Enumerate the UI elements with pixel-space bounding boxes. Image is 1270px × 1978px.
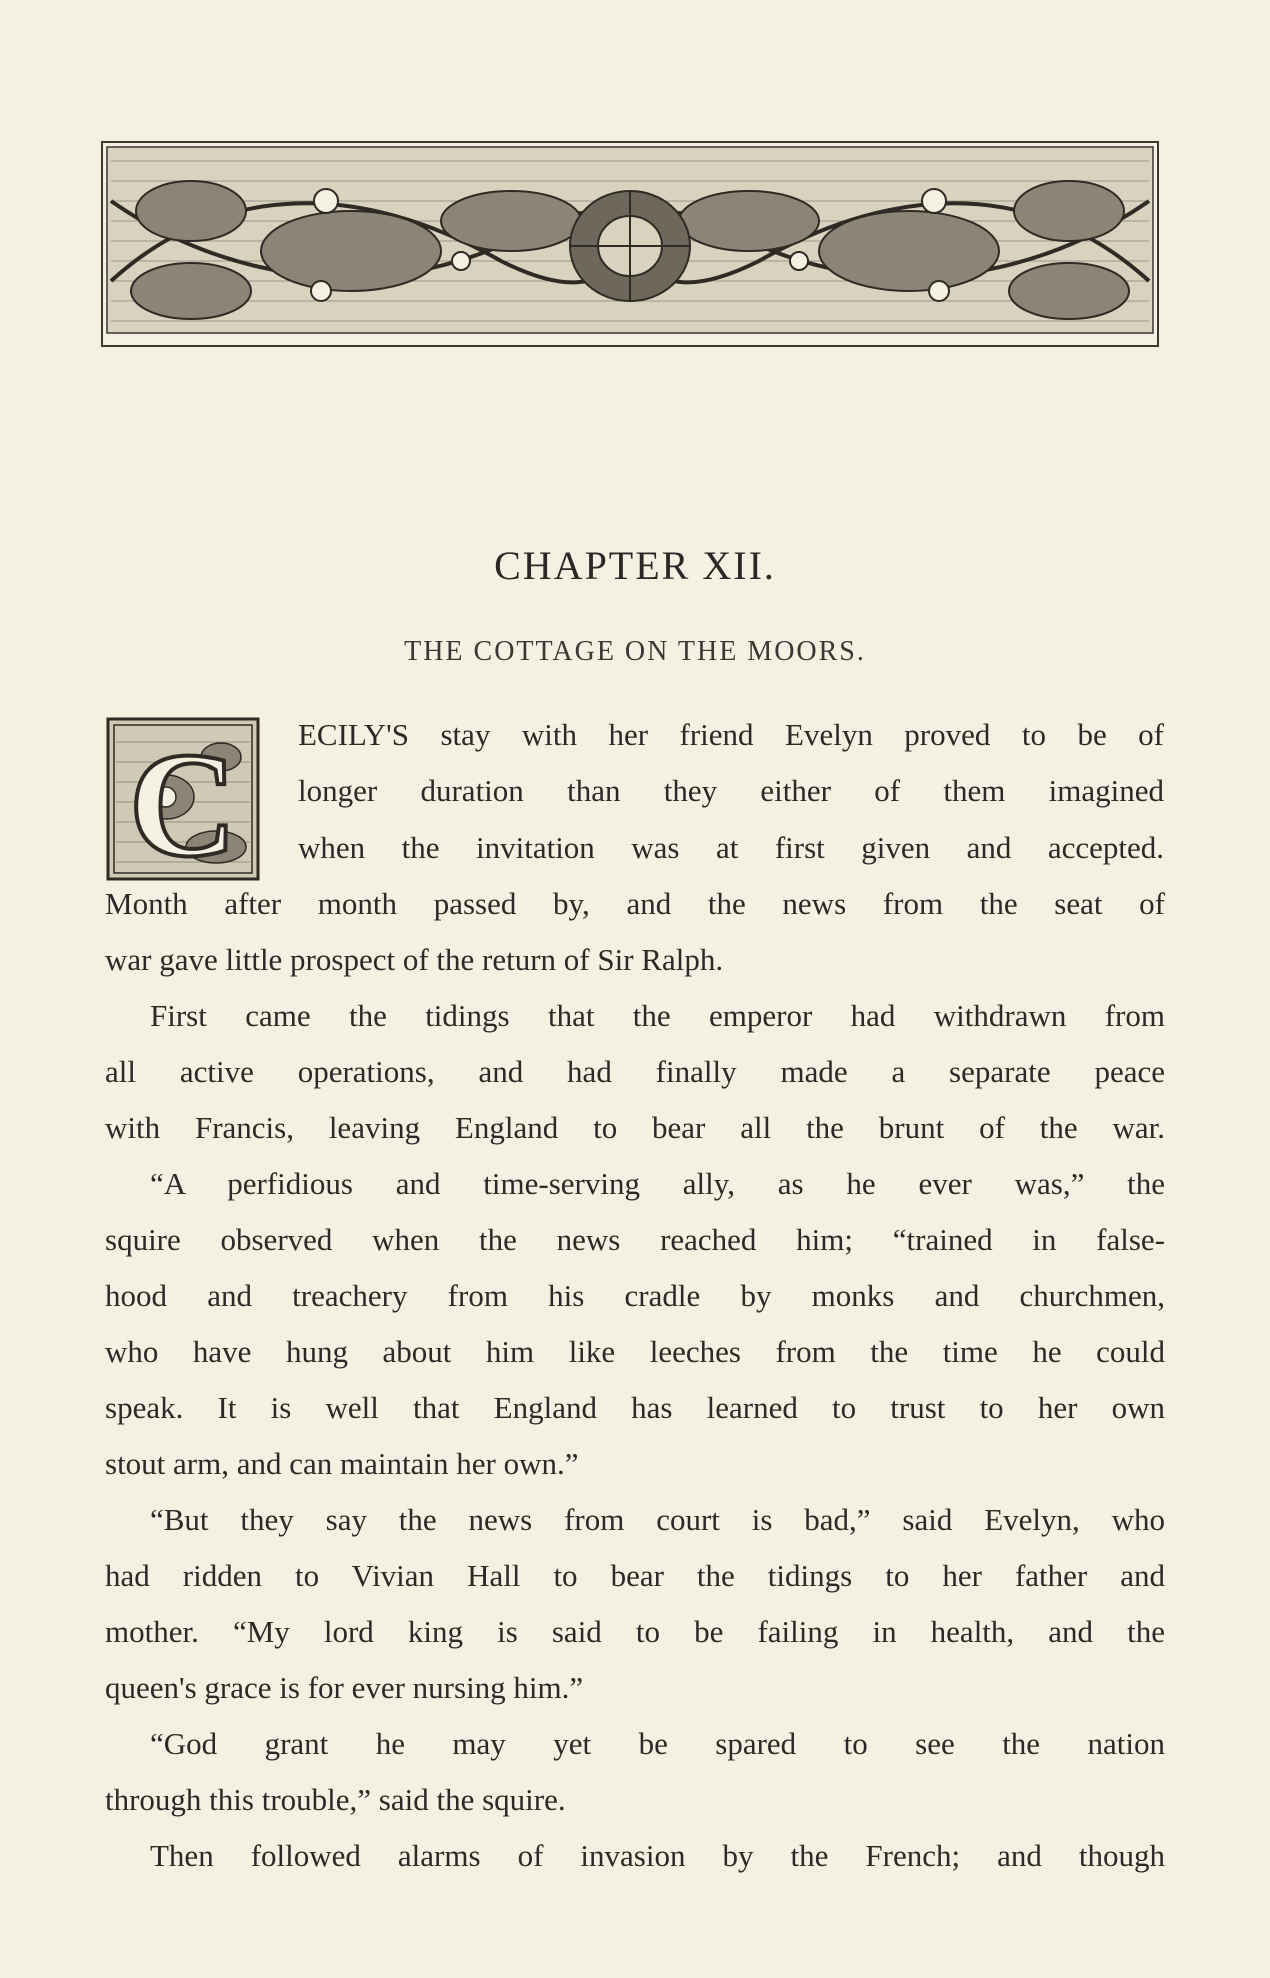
- text-line: Month after month passed by, and the news from the seat of: [105, 886, 1165, 921]
- drop-cap-ornament: [106, 717, 260, 881]
- chapter-title: CHAPTER XII.: [494, 543, 776, 588]
- text-line: stout arm, and can maintain her own.”: [105, 1446, 579, 1481]
- text-line: ECILY'S stay with her friend Evelyn proved to be of: [298, 717, 1164, 752]
- text-line: when the invitation was at first given and accepted.: [298, 830, 1164, 865]
- text-line: “God grant he may yet be spared to see the nation: [150, 1726, 1165, 1761]
- chapter-subtitle: THE COTTAGE ON THE MOORS.: [404, 636, 866, 667]
- text-line: First came the tidings that the emperor had withdrawn from: [150, 998, 1165, 1033]
- text-line: Then followed alarms of invasion by the French; and though: [150, 1838, 1165, 1873]
- headpiece-engraving: [101, 141, 1159, 347]
- text-line: “But they say the news from court is bad,” said Evelyn, who: [150, 1502, 1165, 1537]
- text-line: queen's grace is for ever nursing him.”: [105, 1670, 584, 1705]
- text-line: who have hung about him like leeches from the time he could: [105, 1334, 1165, 1369]
- drop-cap-letter: C: [128, 722, 238, 881]
- text-line: speak. It is well that England has learned to trust to her own: [105, 1390, 1165, 1425]
- text-line: longer duration than they either of them imagined: [298, 773, 1164, 808]
- text-line: “A perfidious and time-serving ally, as he ever was,” the: [150, 1166, 1165, 1201]
- text-line: hood and treachery from his cradle by monks and churchmen,: [105, 1278, 1165, 1313]
- text-line: through this trouble,” said the squire.: [105, 1782, 566, 1817]
- ornamental-headpiece: [101, 141, 1159, 347]
- text-line: all active operations, and had finally made a separate peace: [105, 1054, 1165, 1089]
- text-line: squire observed when the news reached him; “trained in false-: [105, 1222, 1165, 1257]
- text-line: mother. “My lord king is said to be failing in health, and the: [105, 1614, 1165, 1649]
- text-line: with Francis, leaving England to bear all the brunt of the war.: [105, 1110, 1165, 1145]
- text-line: war gave little prospect of the return of Sir Ralph.: [105, 942, 724, 977]
- drop-cap-initial: [106, 717, 260, 881]
- text-line: had ridden to Vivian Hall to bear the tidings to her father and: [105, 1558, 1165, 1593]
